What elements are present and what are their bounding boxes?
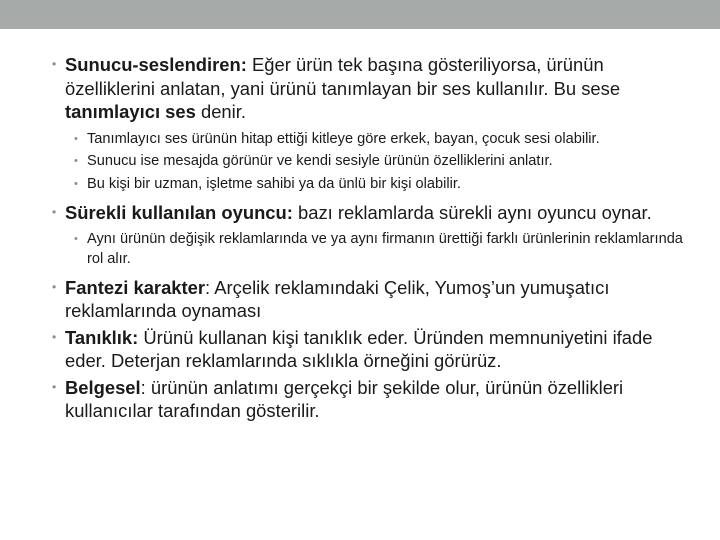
- bullet-icon: •: [52, 279, 57, 294]
- bullet-icon: •: [52, 329, 57, 344]
- bullet-item: [50, 376, 690, 423]
- item-term: Belgesel: [65, 376, 141, 398]
- sub-bullet-item: [50, 230, 690, 270]
- sub-bullet-item: [50, 130, 690, 150]
- item-text: : ürünün anlatımı gerçekçi bir şekilde olur, ürünün özellikleri kullanıcılar tarafından gösterilir.: [65, 376, 624, 422]
- item-text: bazı reklamlarda sürekli aynı oyuncu oynar.: [292, 201, 652, 223]
- bullet-item: [50, 326, 690, 373]
- bullet-item: [50, 53, 690, 124]
- sub-bullet-item: [50, 175, 690, 195]
- bullet-icon: •: [74, 233, 78, 246]
- bullet-icon: •: [74, 178, 78, 191]
- bullet-icon: •: [74, 132, 78, 145]
- item-term-2: tanımlayıcı ses: [65, 101, 196, 122]
- bullet-item: [50, 201, 690, 225]
- item-text-2: denir.: [195, 101, 246, 122]
- bullet-icon: •: [52, 204, 57, 219]
- bullet-icon: •: [52, 379, 57, 394]
- bullet-icon: •: [52, 57, 57, 71]
- sub-bullet-item: [50, 152, 690, 172]
- item-text: Eğer ürün tek başına gösteriliyorsa, ürünün özelliklerini anlatan, yani ürünü tanımlayan bir ses kullanılır. Bu sese: [65, 54, 621, 99]
- sub-item-text: Tanımlayıcı ses ürünün hitap ettiği kitleye göre erkek, bayan, çocuk sesi olabilir.: [87, 130, 600, 147]
- item-term: Sunucu-seslendiren:: [65, 54, 247, 75]
- bullet-icon: •: [74, 155, 78, 168]
- sub-item-text: Aynı ürünün değişik reklamlarında ve ya aynı firmanın ürettiği farklı ürünlerinin reklamlarında rol alır.: [87, 231, 683, 268]
- slide-content: [50, 53, 690, 423]
- top-bar: [0, 0, 720, 29]
- item-term: Tanıklık:: [65, 326, 139, 348]
- item-term: Sürekli kullanılan oyuncu:: [65, 201, 293, 223]
- sub-item-text: Bu kişi bir uzman, işletme sahibi ya da ünlü bir kişi olabilir.: [87, 176, 461, 193]
- item-term: Fantezi karakter: [65, 276, 206, 298]
- sub-item-text: Sunucu ise mesajda görünür ve kendi sesiyle ürünün özelliklerini anlatır.: [87, 153, 553, 170]
- item-text: Ürünü kullanan kişi tanıklık eder. Üründen memnuniyetini ifade eder. Deterjan reklamlarında sıklıkla örneğini görürüz.: [65, 326, 653, 372]
- item-text: : Arçelik reklamındaki Çelik, Yumoş’un yumuşatıcı reklamlarında oynaması: [65, 276, 610, 322]
- bullet-item: [50, 276, 690, 323]
